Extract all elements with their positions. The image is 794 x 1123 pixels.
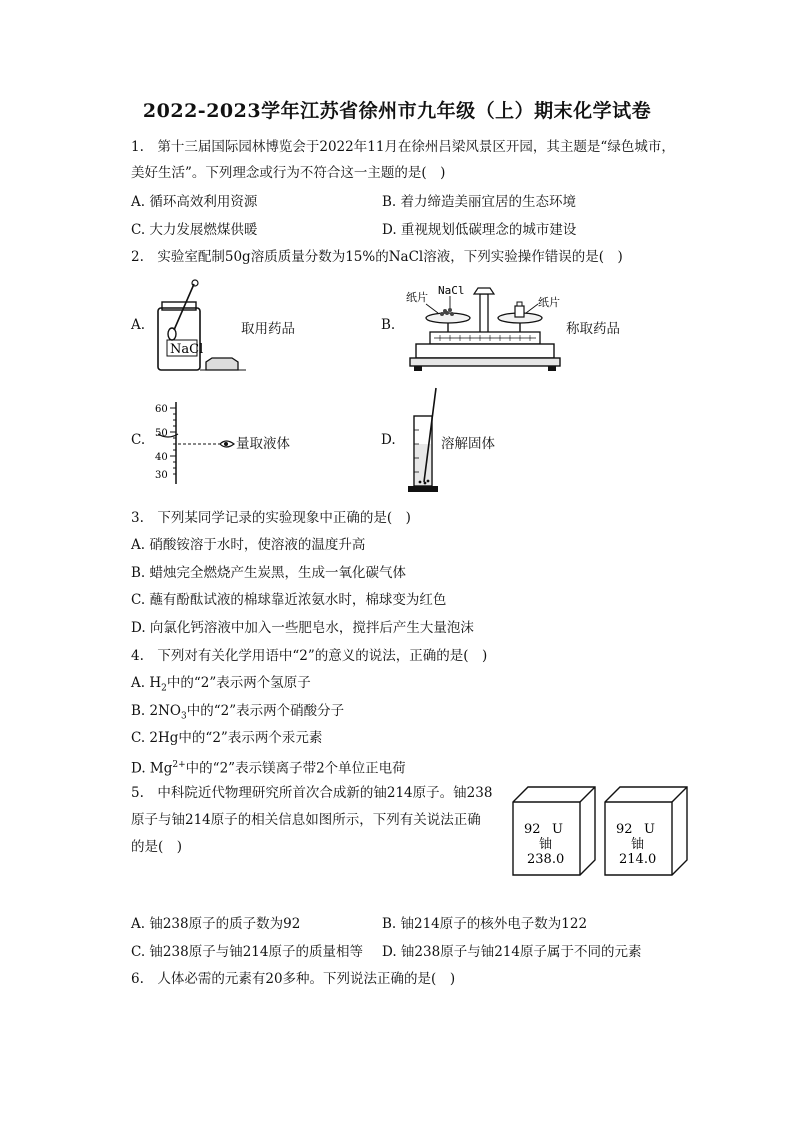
q2-option-a-caption: 取用药品 <box>241 321 295 337</box>
q2-option-c-letter: C. <box>131 432 146 448</box>
q2-option-b-letter: B. <box>381 317 396 333</box>
q5-box2-number: 92 <box>616 822 633 837</box>
q5-element-box-214 <box>604 786 688 878</box>
q2-option-d-letter: D. <box>381 432 396 448</box>
q2-a-jar-label: NaCl <box>170 342 204 357</box>
q4-option-a: A. $H_2$中的“2”表示两个氢原子 <box>131 675 311 694</box>
q2-c-tick-30: 30 <box>155 470 168 481</box>
q5-option-d: D. 铀238原子与铀214原子属于不同的元素 <box>382 944 642 960</box>
q2-figure-a-reagent-jar <box>150 278 250 374</box>
q4-option-c: C. 2Hg中的“2”表示两个汞元素 <box>131 730 323 746</box>
q5-box1-mass: 238.0 <box>527 852 565 867</box>
q2-option-b-caption: 称取药品 <box>566 321 620 337</box>
q5-option-c: C. 铀238原子与铀214原子的质量相等 <box>131 944 363 960</box>
q5-option-a: A. 铀238原子的质子数为92 <box>131 916 301 932</box>
q4-option-d: D. $Mg^{2+}$中的“2”表示镁离子带2个单位正电荷 <box>131 760 406 777</box>
q1-stem-line2: 美好生活”。下列理念或行为不符合这一主题的是( ) <box>131 165 446 181</box>
q3-option-d: D. 向氯化钙溶液中加入一些肥皂水，搅拌后产生大量泡沫 <box>131 620 474 636</box>
q2-b-paper-right-label: 纸片 <box>538 296 560 309</box>
q1-stem-line1: 1. 第十三届国际园林博览会于2022年11月在徐州吕梁风景区开园，其主题是“绿色城市， <box>131 139 675 155</box>
q2-c-tick-40: 40 <box>155 452 168 463</box>
q4-option-b: B. $2NO_3$中的“2”表示两个硝酸分子 <box>131 703 345 722</box>
q3-option-b: B. 蜡烛完全燃烧产生炭黑，生成一氧化碳气体 <box>131 565 407 581</box>
q2-c-tick-50: 50 <box>155 428 168 439</box>
q1-option-b: B. 着力缔造美丽宜居的生态环境 <box>382 194 577 210</box>
q5-stem-line3: 的是( ) <box>131 839 183 855</box>
q2-figure-c-cylinder <box>152 400 236 486</box>
q2-option-d-caption: 溶解固体 <box>441 436 495 452</box>
q1-option-d: D. 重视规划低碳理念的城市建设 <box>382 222 577 238</box>
q6-stem: 6. 人体必需的元素有20多种。下列说法正确的是( ) <box>131 971 456 987</box>
q5-stem-line2: 原子与铀214原子的相关信息如图所示，下列有关说法正确 <box>131 812 481 828</box>
q2-c-tick-60: 60 <box>155 404 168 415</box>
q5-option-b: B. 铀214原子的核外电子数为122 <box>382 916 588 932</box>
q5-box2-symbol: U <box>644 822 655 837</box>
q5-box1-symbol: U <box>552 822 563 837</box>
q2-figure-d-dissolving <box>402 386 446 494</box>
q2-option-a-letter: A. <box>131 317 146 333</box>
q2-b-paper-left-label: 纸片 <box>406 291 428 304</box>
q5-element-box-238 <box>512 786 596 878</box>
page-title: 2022-2023学年江苏省徐州市九年级（上）期末化学试卷 <box>142 100 652 122</box>
q1-option-c: C. 大力发展燃煤供暖 <box>131 222 258 238</box>
q3-option-a: A. 硝酸铵溶于水时，使溶液的温度升高 <box>131 537 366 553</box>
q2-figure-b-balance <box>400 280 570 376</box>
q2-option-c-caption: 量取液体 <box>236 436 290 452</box>
q5-box2-mass: 214.0 <box>619 852 657 867</box>
q5-stem-line1: 5. 中科院近代物理研究所首次合成新的铀214原子。铀238 <box>131 785 493 801</box>
q5-box1-name: 铀 <box>539 837 553 852</box>
q4-stem: 4. 下列对有关化学用语中“2”的意义的说法，正确的是( ) <box>131 648 488 664</box>
q5-box2-name: 铀 <box>631 837 645 852</box>
q5-box1-number: 92 <box>524 822 541 837</box>
q2-b-nacl-label: NaCl <box>438 284 465 297</box>
q3-stem: 3. 下列某同学记录的实验现象中正确的是( ) <box>131 510 411 526</box>
q2-stem: 2. 实验室配制50g溶质质量分数为15%的NaCl溶液，下列实验操作错误的是( ) <box>131 249 623 265</box>
q3-option-c: C. 蘸有酚酞试液的棉球靠近浓氨水时，棉球变为红色 <box>131 592 447 608</box>
q1-option-a: A. 循环高效利用资源 <box>131 194 258 210</box>
